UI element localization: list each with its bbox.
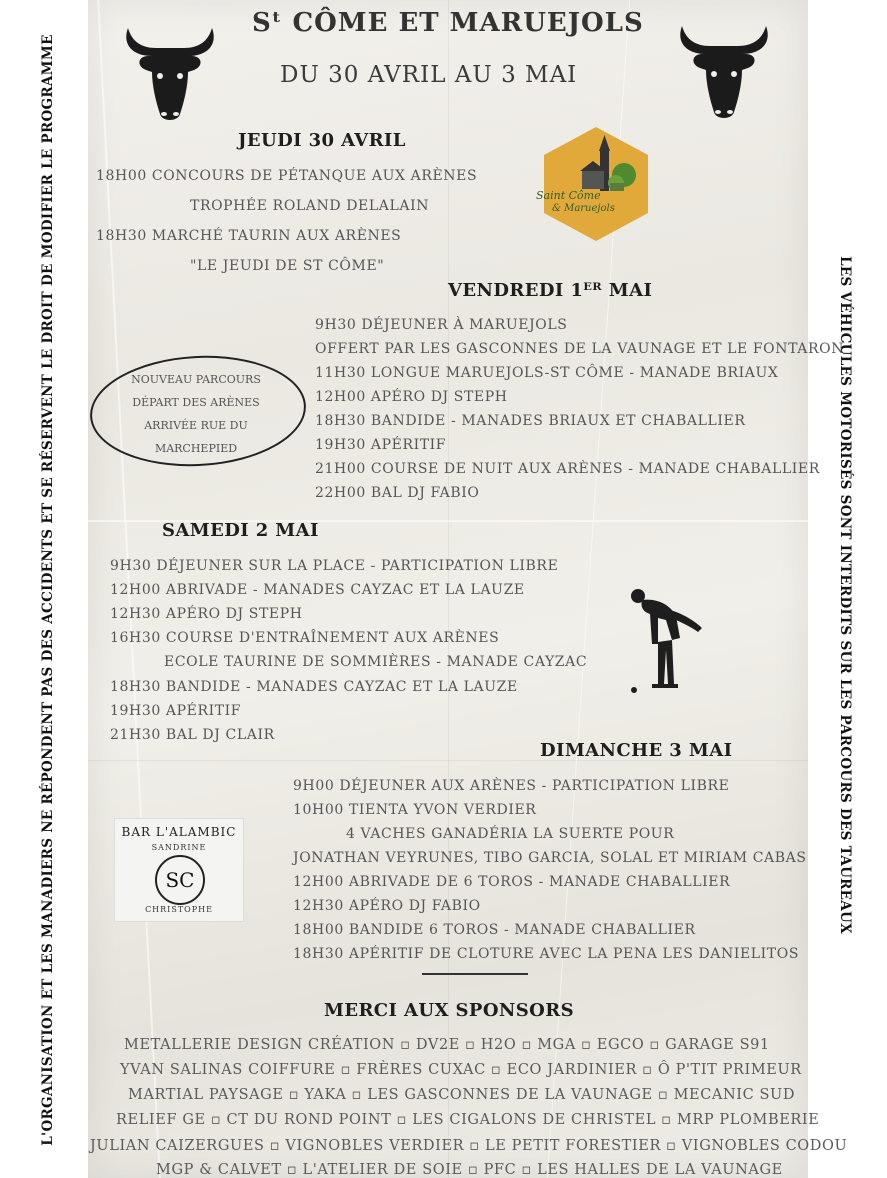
route-note-line: ARRIVÉE RUE DU xyxy=(144,419,248,432)
route-note-line: MARCHEPIED xyxy=(154,442,238,455)
event-line: 9H30 DÉJEUNER À MARUEJOLS xyxy=(315,317,568,333)
event-line: OFFERT PAR LES GASCONNES DE LA VAUNAGE ET LE FONTARON xyxy=(315,341,845,357)
bar-logo-monogram-text: SC xyxy=(165,868,195,892)
event-line: 12H30 APÉRO DJ FABIO xyxy=(293,898,481,914)
sponsor-line: METALLERIE DESIGN CRÉATION ▫ DV2E ▫ H2O ▫ MGA ▫ EGCO ▫ GARAGE S91 xyxy=(124,1037,770,1053)
village-logo-line1: Saint Côme xyxy=(536,189,601,202)
poster-dates: DU 30 AVRIL AU 3 MAI xyxy=(280,62,578,88)
event-line: 18H30 APÉRITIF DE CLOTURE AVEC LA PENA LES DANIELITOS xyxy=(293,946,800,962)
event-line: 18H30 BANDIDE - MANADES BRIAUX ET CHABALLIER xyxy=(315,413,746,429)
event-line: 11H30 LONGUE MARUEJOLS-ST CÔME - MANADE BRIAUX xyxy=(315,365,779,381)
sponsor-line: YVAN SALINAS COIFFURE ▫ FRÈRES CUXAC ▫ ECO JARDINIER ▫ Ô P'TIT PRIMEUR xyxy=(120,1062,802,1078)
event-line: 22H00 BAL DJ FABIO xyxy=(315,485,480,501)
event-line: 4 VACHES GANADÉRIA LA SUERTE POUR xyxy=(346,826,675,842)
bull-head-icon xyxy=(122,26,218,126)
route-note-text xyxy=(108,368,284,460)
event-line: 12H00 APÉRO DJ STEPH xyxy=(315,389,508,405)
side-disclaimer-left: L'ORGANISATION ET LES MANADIERS NE RÉPONDENT PAS DES ACCIDENTS ET SE RÉSERVENT LE DROIT DE MODIFIER LE PROGRAMME xyxy=(40,34,56,1146)
event-line: 18H30 BANDIDE - MANADES CAYZAC ET LA LAUZE xyxy=(110,679,518,695)
village-logo-line2: & Maruejols xyxy=(552,203,615,214)
bar-logo-top: SANDRINE xyxy=(151,843,207,852)
sponsor-line: MARTIAL PAYSAGE ▫ YAKA ▫ LES GASCONNES DE LA VAUNAGE ▫ MECANIC SUD xyxy=(128,1087,796,1103)
event-line: 21H30 BAL DJ CLAIR xyxy=(110,727,275,743)
event-line: 9H30 DÉJEUNER SUR LA PLACE - PARTICIPATION LIBRE xyxy=(110,558,559,574)
route-note-line: DÉPART DES ARÈNES xyxy=(132,396,260,409)
sponsor-line: JULIAN CAIZERGUES ▫ VIGNOBLES VERDIER ▫ LE PETIT FORESTIER ▫ VIGNOBLES CODOU xyxy=(90,1138,848,1154)
petanque-player-illustration xyxy=(622,584,708,696)
event-line: 21H00 COURSE DE NUIT AUX ARÈNES - MANADE CHABALLIER xyxy=(315,461,820,477)
day-heading-samedi: SAMEDI 2 MAI xyxy=(162,520,319,541)
poster-title: Sᵗ CÔME ET MARUEJOLS xyxy=(252,8,644,38)
sponsor-line: MGP & CALVET ▫ L'ATELIER DE SOIE ▫ PFC ▫ LES HALLES DE LA VAUNAGE xyxy=(156,1162,783,1178)
event-line: 12H30 APÉRO DJ STEPH xyxy=(110,606,303,622)
bar-logo-name: BAR L'ALAMBIC xyxy=(121,825,237,839)
event-line: 12H00 ABRIVADE DE 6 TOROS - MANADE CHABALLIER xyxy=(293,874,731,890)
sponsors-heading: MERCI AUX SPONSORS xyxy=(324,1000,575,1021)
day-heading-jeudi: JEUDI 30 AVRIL xyxy=(238,130,406,151)
route-note-line: NOUVEAU PARCOURS xyxy=(131,373,261,386)
event-line: 16H30 COURSE D'ENTRAÎNEMENT AUX ARÈNES xyxy=(110,630,500,646)
event-line: JONATHAN VEYRUNES, TIBO GARCIA, SOLAL ET MIRIAM CABAS xyxy=(293,850,807,866)
event-line: TROPHÉE ROLAND DELALAIN xyxy=(190,198,430,214)
event-line: 10H00 TIENTA YVON VERDIER xyxy=(293,802,537,818)
event-line: 18H00 CONCOURS DE PÉTANQUE AUX ARÈNES xyxy=(96,168,478,184)
event-line: 19H30 APÉRITIF xyxy=(110,703,242,719)
sponsor-line: RELIEF GE ▫ CT DU ROND POINT ▫ LES CIGALONS DE CHRISTEL ▫ MRP PLOMBERIE xyxy=(116,1112,820,1128)
event-line: 19H30 APÉRITIF xyxy=(315,437,447,453)
divider xyxy=(422,973,528,975)
event-line: ECOLE TAURINE DE SOMMIÈRES - MANADE CAYZAC xyxy=(164,654,588,670)
day-heading-vendredi: VENDREDI 1ᴱᴿ MAI xyxy=(448,280,653,301)
event-line: "LE JEUDI DE ST CÔME" xyxy=(190,258,385,274)
bull-head-icon xyxy=(676,24,772,124)
village-logo xyxy=(536,125,652,243)
bar-logo-monogram xyxy=(155,855,205,905)
bar-alambic-logo xyxy=(114,818,244,922)
event-line: 18H00 BANDIDE 6 TOROS - MANADE CHABALLIER xyxy=(293,922,696,938)
event-line: 12H00 ABRIVADE - MANADES CAYZAC ET LA LAUZE xyxy=(110,582,525,598)
event-line: 18H30 MARCHÉ TAURIN AUX ARÈNES xyxy=(96,228,402,244)
event-line: 9H00 DÉJEUNER AUX ARÈNES - PARTICIPATION LIBRE xyxy=(293,778,730,794)
side-notice-right: LES VÉHICULES MOTORISÉS SONT INTERDITS SUR LES PARCOURS DES TAUREAUX xyxy=(837,256,853,934)
day-heading-dimanche: DIMANCHE 3 MAI xyxy=(540,740,733,761)
bar-logo-bottom: CHRISTOPHE xyxy=(145,905,213,914)
